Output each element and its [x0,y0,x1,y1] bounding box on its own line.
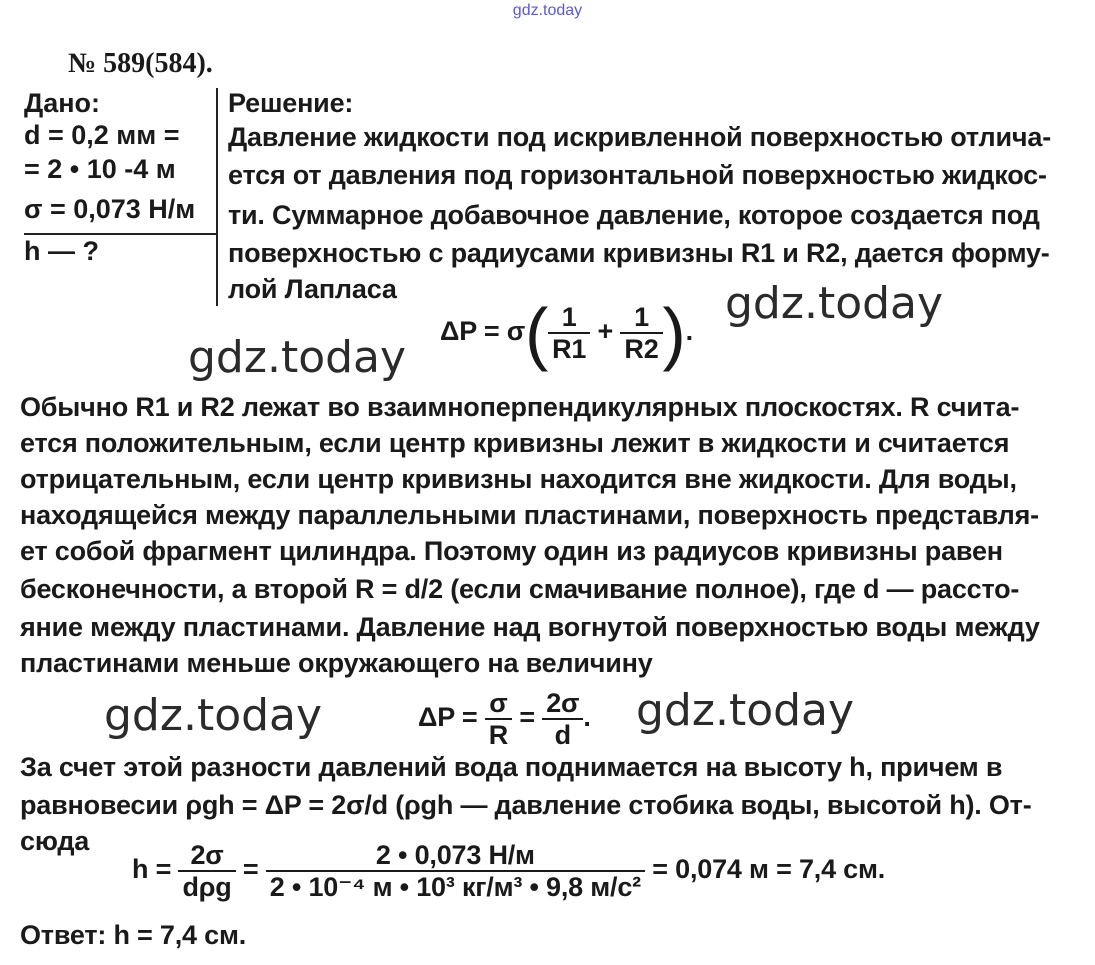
formula-height-num-2: 2 • 0,073 Н/м [266,840,645,872]
intro-line-3: ти. Суммарное добавочное давление, которое создается под [228,200,1040,230]
watermark: gdz.today [104,690,323,741]
after-line-2: равновесии ρgh = ΔP = 2σ/d (ρgh — давление стобика воды, высотой h). От- [20,790,1032,820]
formula-laplace-end: . [685,316,693,347]
formula-height-lhs: h = [132,854,172,885]
solution-header: Решение: [228,88,354,118]
given-line-1: d = 0,2 мм = [24,120,180,150]
formula-height-result: = 0,074 м = 7,4 см. [652,854,886,885]
body-line-5: ет собой фрагмент цилиндра. Поэтому один из радиусов кривизны равен [20,536,1003,566]
formula-height-num-1: 2σ [178,840,235,872]
formula-pressure-eq: = [519,702,535,733]
formula-height-den-1: dρg [182,872,232,902]
formula-laplace-plus: + [597,316,614,347]
given-find: h — ? [24,236,99,266]
body-line-4: находящейся между параллельными пластинами, поверхность представля- [20,500,1039,530]
formula-pressure-num-1: σ [485,688,512,720]
answer: Ответ: h = 7,4 см. [20,920,247,950]
given-line-2: = 2 • 10 -4 м [24,154,176,184]
formula-laplace-lhs: ΔP = σ [440,316,525,347]
formula-laplace-den-1: R1 [552,334,587,364]
watermark-top: gdz.today [512,2,583,19]
formula-height [132,840,885,902]
body-line-6: бесконечности, а второй R = d/2 (если смачивание полное), где d — рассто- [20,574,1020,604]
formula-pressure-lhs: ΔP = [418,702,478,733]
after-line-3: сюда [20,826,90,856]
formula-pressure [418,688,591,750]
formula-laplace-num-2: 1 [620,302,662,334]
body-line-8: пластинами меньше окружающего на величину [20,648,653,678]
formula-height-eq: = [242,854,259,885]
paren-open: ( [524,294,549,372]
body-line-2: ется положительным, если центр кривизны лежит в жидкости и считается [20,428,1010,458]
formula-height-den-2: 2 • 10⁻⁴ м • 10³ кг/м³ • 9,8 м/с² [269,872,641,902]
watermark: gdz.today [188,332,407,383]
intro-line-5: лой Лапласа [228,274,397,304]
intro-line-2: ется от давления под горизонтальной поверхностью жидкос- [228,160,1047,190]
given-line-3: σ = 0,073 Н/м [24,194,196,224]
formula-pressure-num-2: 2σ [542,688,583,720]
intro-line-1: Давление жидкости под искривленной поверхностью отлича- [228,122,1051,152]
formula-laplace [440,294,693,372]
given-header: Дано: [24,88,101,118]
formula-pressure-end: . [583,702,591,733]
watermark: gdz.today [636,685,855,736]
after-line-1: За счет этой разности давлений вода поднимается на высоту h, причем в [20,752,1003,782]
watermark: gdz.today [725,278,944,329]
paren-close: ) [662,294,686,372]
formula-laplace-num-1: 1 [548,302,590,334]
intro-line-4: поверхностью с радиусами кривизны R1 и R2, дается форму- [228,238,1050,268]
given-separator [216,88,218,306]
given-divider [24,233,217,235]
body-line-7: яние между пластинами. Давление над вогнутой поверхностью воды между [20,612,1040,642]
formula-laplace-den-2: R2 [624,334,659,364]
problem-number: № 589(584). [68,48,213,79]
formula-pressure-den-1: R [488,720,509,750]
body-line-1: Обычно R1 и R2 лежат во взаимноперпендикулярных плоскостях. R счита- [20,392,1020,422]
body-line-3: отрицательным, если центр кривизны находится вне жидкости. Для воды, [20,464,1017,494]
formula-pressure-den-2: d [554,720,571,750]
